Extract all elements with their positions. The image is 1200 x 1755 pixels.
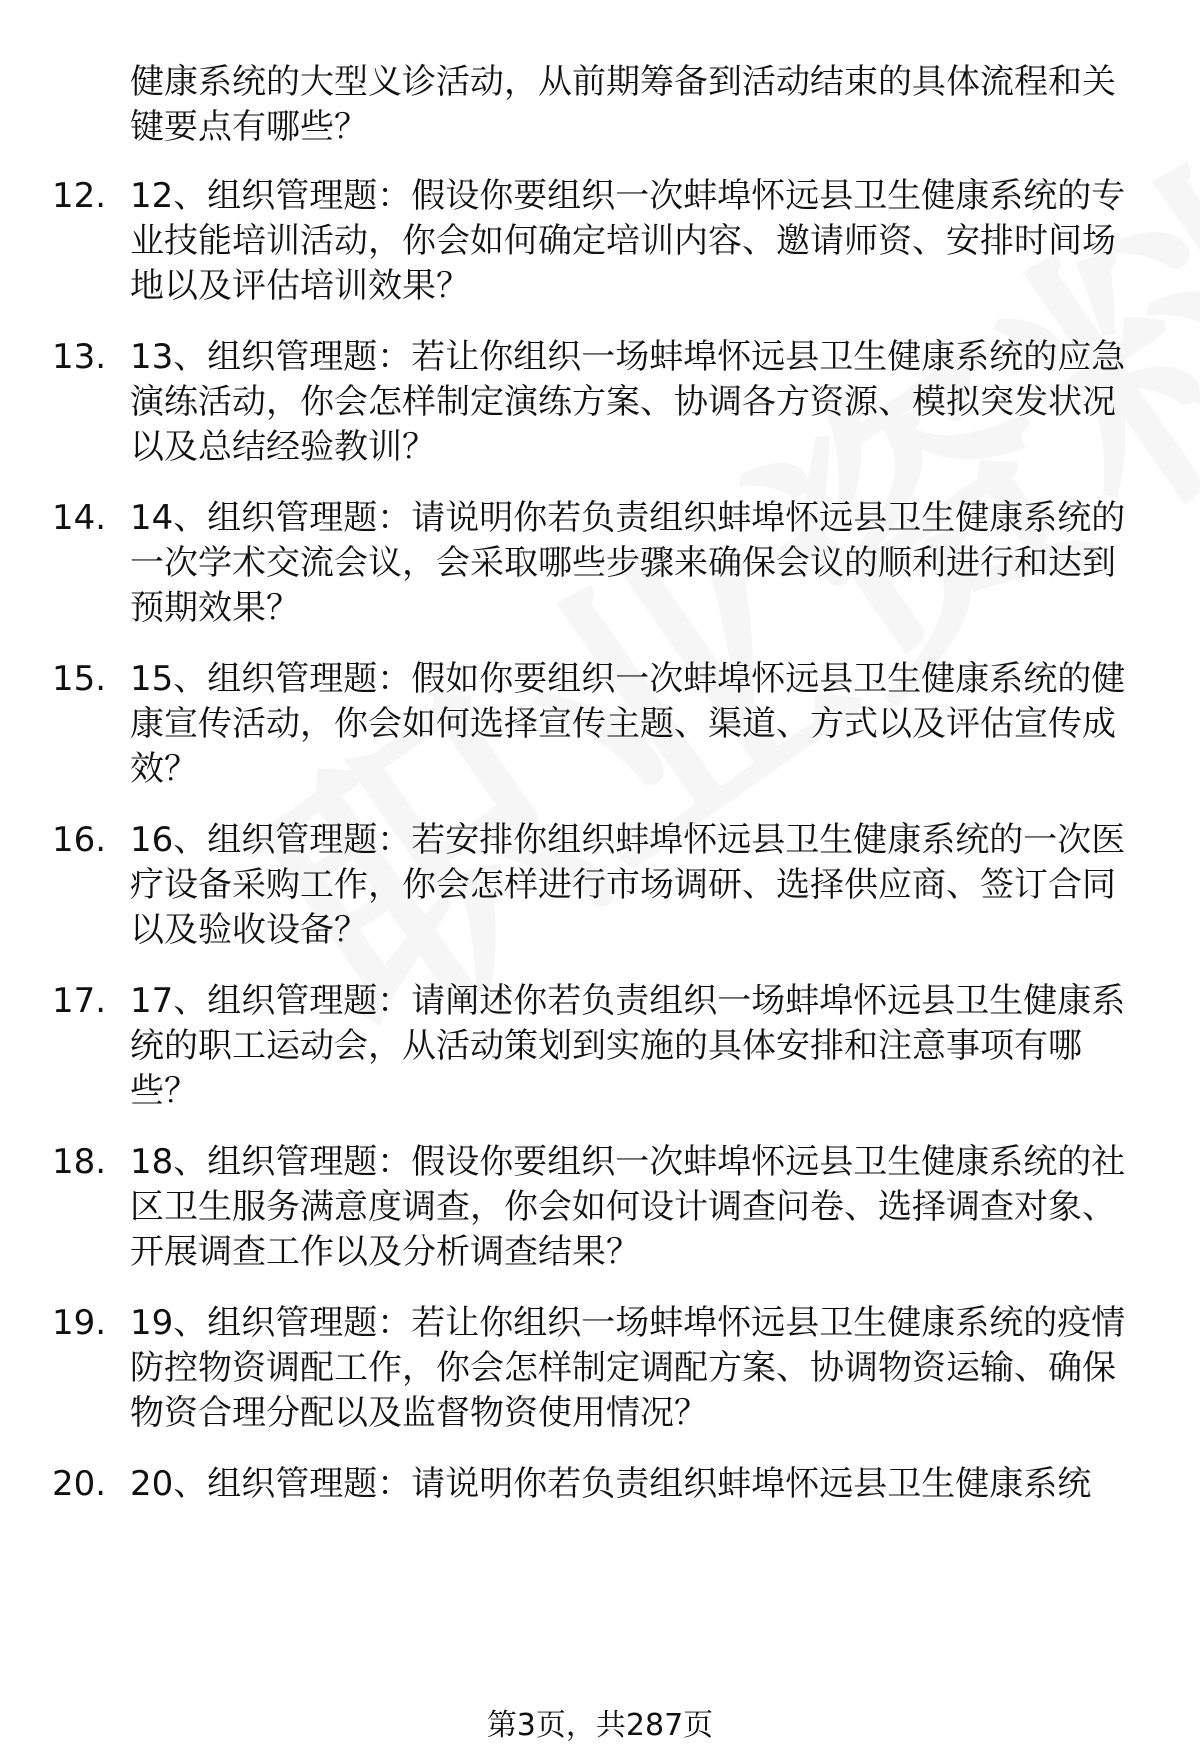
item-number: 15. [52,659,107,699]
item-number: 17. [52,981,107,1021]
item-number: 16. [52,820,107,860]
item-text: 16、组织管理题：若安排你组织蚌埠怀远县卫生健康系统的一次医疗设备采购工作，你会怎样进行市场调研、选择供应商、签订合同以及验收设备？ [130,820,1126,950]
item-number: 13. [52,337,107,377]
item-text: 19、组织管理题：若让你组织一场蚌埠怀远县卫生健康系统的疫情防控物资调配工作，你会怎样制定调配方案、协调物资运输、确保物资合理分配以及监督物资使用情况？ [130,1303,1126,1433]
item-text: 17、组织管理题：请阐述你若负责组织一场蚌埠怀远县卫生健康系统的职工运动会，从活动策划到实施的具体安排和注意事项有哪些？ [130,981,1126,1111]
item-text: 18、组织管理题：假设你要组织一次蚌埠怀远县卫生健康系统的社区卫生服务满意度调查，你会如何设计调查问卷、选择调查对象、开展调查工作以及分析调查结果？ [130,1142,1126,1272]
item-text: 20、组织管理题：请说明你若负责组织蚌埠怀远县卫生健康系统 [130,1464,1092,1504]
item-number: 12. [52,176,107,216]
item-number: 14. [52,498,107,538]
item-number: 20. [52,1464,107,1504]
item-text: 12、组织管理题：假设你要组织一次蚌埠怀远县卫生健康系统的专业技能培训活动，你会如何确定培训内容、邀请师资、安排时间场地以及评估培训效果？ [130,176,1126,306]
item-text: 14、组织管理题：请说明你若负责组织蚌埠怀远县卫生健康系统的一次学术交流会议，会采取哪些步骤来确保会议的顺利进行和达到预期效果？ [130,498,1126,628]
page-footer: 第3页，共287页 [486,1708,714,1743]
item-text: 13、组织管理题：若让你组织一场蚌埠怀远县卫生健康系统的应急演练活动，你会怎样制定演练方案、协调各方资源、模拟突发状况以及总结经验教训？ [130,337,1126,467]
item-number: 19. [52,1303,107,1343]
continued-question-text: 健康系统的大型义诊活动，从前期筹备到活动结束的具体流程和关键要点有哪些？ [130,62,1116,147]
item-text: 15、组织管理题：假如你要组织一次蚌埠怀远县卫生健康系统的健康宣传活动，你会如何选择宣传主题、渠道、方式以及评估宣传成效？ [130,659,1126,789]
item-number: 18. [52,1142,107,1182]
